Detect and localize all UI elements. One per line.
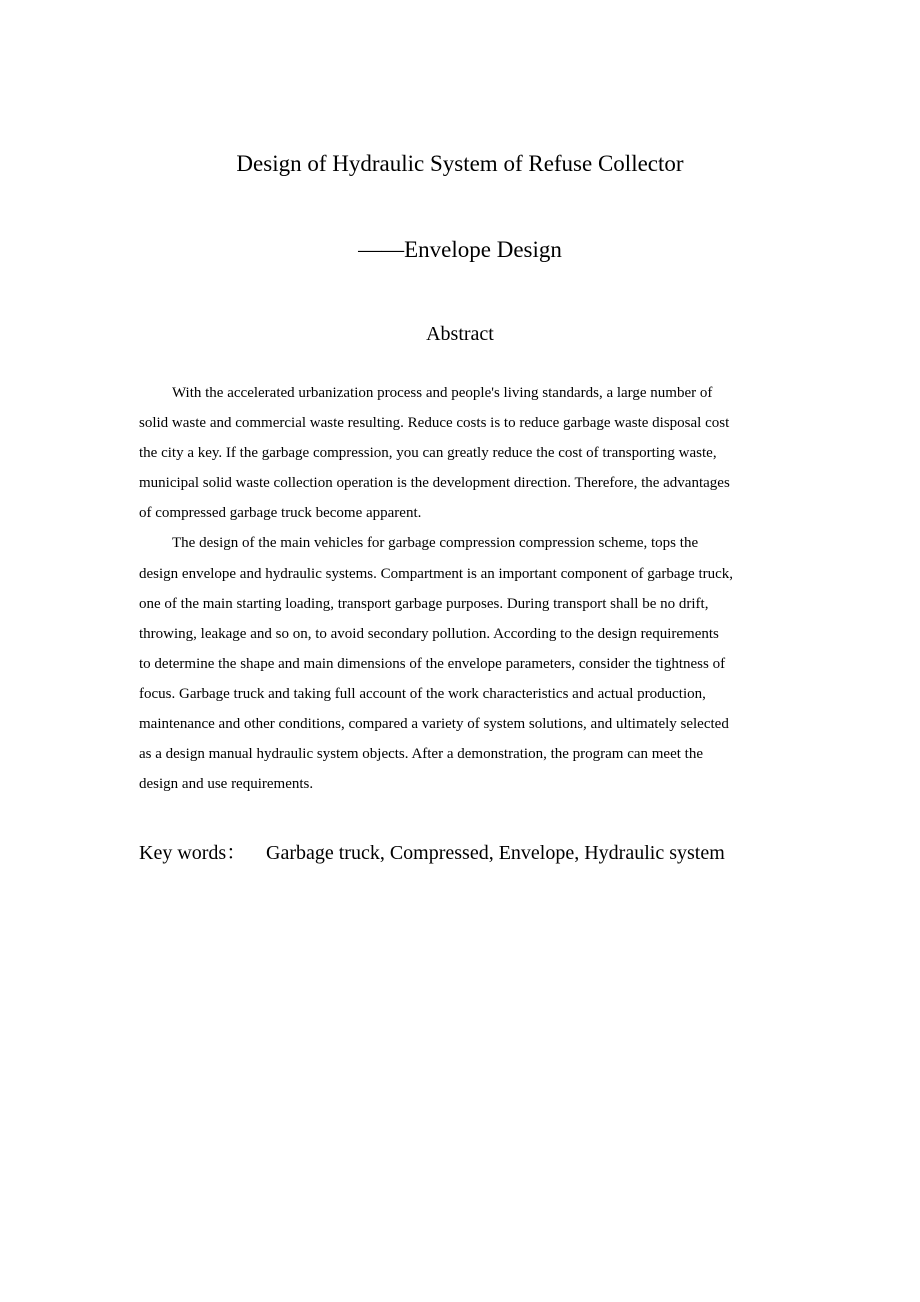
text-line: focus. Garbage truck and taking full account of the work characteristics and actual production, — [139, 685, 706, 702]
abstract-paragraph-1 — [139, 378, 789, 528]
abstract-body — [139, 378, 789, 799]
text-line: municipal solid waste collection operation is the development direction. Therefore, the advantages — [139, 475, 730, 492]
text-line: one of the main starting loading, transport garbage purposes. During transport shall be no drift, — [139, 595, 709, 612]
text-line: throwing, leakage and so on, to avoid secondary pollution. According to the design requirements — [139, 625, 719, 642]
abstract-heading: Abstract — [426, 323, 494, 345]
text-line: design and use requirements. — [139, 776, 314, 793]
text-line: The design of the main vehicles for garbage compression compression scheme, tops the — [172, 535, 699, 552]
text-line: the city a key. If the garbage compression, you can greatly reduce the cost of transporting waste, — [139, 445, 717, 462]
text-line: as a design manual hydraulic system objects. After a demonstration, the program can meet the — [139, 746, 703, 763]
text-line: solid waste and commercial waste resulting. Reduce costs is to reduce garbage waste disposal cost — [139, 415, 730, 432]
document-subtitle: ——Envelope Design — [358, 237, 562, 262]
text-line: With the accelerated urbanization process and people's living standards, a large number of — [172, 385, 713, 401]
keywords-value: Garbage truck, Compressed, Envelope, Hydraulic system — [266, 842, 725, 864]
keywords-label: Key words： — [139, 842, 247, 864]
document-title: Design of Hydraulic System of Refuse Collector — [236, 151, 684, 176]
text-line: of compressed garbage truck become apparent. — [139, 505, 422, 522]
keywords — [139, 840, 725, 866]
text-line: design envelope and hydraulic systems. Compartment is an important component of garbage truck, — [139, 565, 734, 582]
text-line: to determine the shape and main dimensions of the envelope parameters, consider the tightness of — [139, 655, 726, 672]
text-line: maintenance and other conditions, compared a variety of system solutions, and ultimately selected — [139, 716, 729, 733]
abstract-paragraph-2 — [139, 528, 789, 799]
